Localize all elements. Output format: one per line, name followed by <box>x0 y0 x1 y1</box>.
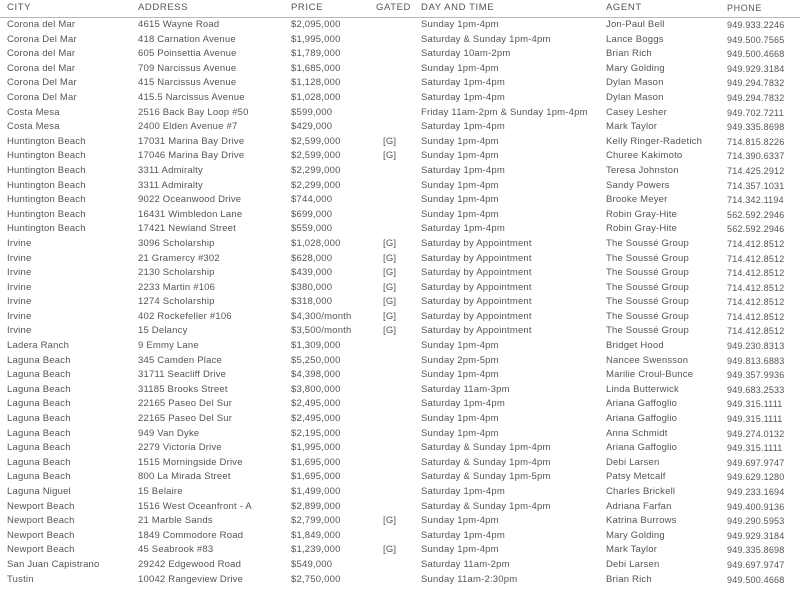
cell-agent: The Soussé Group <box>606 310 689 322</box>
cell-day-time: Sunday 2pm-5pm <box>421 354 499 366</box>
table-row <box>0 222 800 237</box>
cell-day-time: Saturday 1pm-4pm <box>421 398 505 410</box>
cell-price: $429,000 <box>291 121 333 133</box>
table-row <box>0 149 800 164</box>
cell-day-time: Sunday 1pm-4pm <box>421 515 499 527</box>
cell-day-time: Saturday 1pm-4pm <box>421 77 505 89</box>
cell-agent: Robin Gray-Hite <box>606 223 678 235</box>
cell-price: $4,398,000 <box>291 369 341 381</box>
cell-price: $4,300/month <box>291 310 352 322</box>
table-row <box>0 573 800 588</box>
cell-agent: Brooke Meyer <box>606 194 668 206</box>
table-row <box>0 164 800 179</box>
cell-agent: Lance Boggs <box>606 33 664 45</box>
cell-phone: 714.390.6337 <box>727 151 785 162</box>
cell-price: $1,685,000 <box>291 62 341 74</box>
cell-city: Newport Beach <box>7 544 75 556</box>
table-row <box>0 339 800 354</box>
cell-city: Huntington Beach <box>7 150 86 162</box>
cell-address: 1516 West Oceanfront - A <box>138 500 252 512</box>
cell-phone: 949.294.7832 <box>727 92 785 103</box>
cell-phone: 949.702.7211 <box>727 107 784 118</box>
cell-address: 709 Narcissus Avenue <box>138 62 237 74</box>
cell-city: Laguna Beach <box>7 471 71 483</box>
cell-phone: 949.629.1280 <box>727 472 785 483</box>
table-row <box>0 91 800 106</box>
table-row <box>0 529 800 544</box>
cell-city: Laguna Beach <box>7 442 71 454</box>
cell-phone: 714.425.2912 <box>727 165 785 176</box>
cell-day-time: Saturday & Sunday 1pm-5pm <box>421 471 551 483</box>
table-row <box>0 295 800 310</box>
cell-price: $2,599,000 <box>291 150 341 162</box>
cell-price: $439,000 <box>291 267 333 279</box>
cell-city: Tustin <box>7 573 34 585</box>
cell-address: 800 La Mirada Street <box>138 471 231 483</box>
cell-price: $2,195,000 <box>291 427 341 439</box>
header-address: ADDRESS <box>138 2 189 13</box>
cell-price: $2,599,000 <box>291 135 341 147</box>
cell-day-time: Sunday 1pm-4pm <box>421 427 499 439</box>
cell-agent: Patsy Metcalf <box>606 471 666 483</box>
cell-address: 2279 Victoria Drive <box>138 442 222 454</box>
cell-day-time: Saturday 11am-2pm <box>421 558 510 570</box>
cell-phone: 714.412.8512 <box>727 238 785 249</box>
cell-city: Newport Beach <box>7 515 75 527</box>
cell-city: Laguna Beach <box>7 398 71 410</box>
cell-agent: Casey Lesher <box>606 106 668 118</box>
cell-price: $628,000 <box>291 252 333 264</box>
cell-address: 402 Rockefeller #106 <box>138 310 232 322</box>
cell-price: $1,028,000 <box>291 237 341 249</box>
cell-agent: Ariana Gaffoglio <box>606 442 678 454</box>
cell-day-time: Saturday by Appointment <box>421 252 532 264</box>
cell-agent: Ariana Gaffoglio <box>606 398 678 410</box>
cell-phone: 949.500.4668 <box>727 49 785 60</box>
cell-city: San Juan Capistrano <box>7 558 100 570</box>
cell-city: Costa Mesa <box>7 121 60 133</box>
cell-price: $1,695,000 <box>291 471 341 483</box>
cell-phone: 949.500.4668 <box>727 574 785 585</box>
cell-phone: 949.697.9747 <box>727 457 785 468</box>
cell-phone: 949.683.2533 <box>727 384 785 395</box>
cell-day-time: Saturday & Sunday 1pm-4pm <box>421 500 551 512</box>
cell-day-time: Saturday 1pm-4pm <box>421 486 505 497</box>
cell-price: $1,789,000 <box>291 48 341 60</box>
cell-agent: The Soussé Group <box>606 237 689 249</box>
cell-day-time: Sunday 1pm-4pm <box>421 544 499 556</box>
cell-price: $318,000 <box>291 296 333 308</box>
cell-phone: 949.290.5953 <box>727 516 785 527</box>
cell-address: 17421 Newland Street <box>138 223 237 235</box>
cell-city: Corona Del Mar <box>7 91 77 103</box>
cell-city: Irvine <box>7 267 32 279</box>
cell-address: 21 Marble Sands <box>138 515 213 527</box>
cell-address: 31185 Brooks Street <box>138 383 228 395</box>
cell-city: Irvine <box>7 237 32 249</box>
cell-gated: [G] <box>383 310 397 322</box>
cell-agent: Brian Rich <box>606 48 652 60</box>
cell-price: $699,000 <box>291 208 333 220</box>
cell-price: $1,995,000 <box>291 442 341 454</box>
table-row <box>0 47 800 62</box>
cell-gated: [G] <box>383 237 397 249</box>
cell-phone: 949.233.1694 <box>727 487 785 497</box>
cell-day-time: Saturday by Appointment <box>421 296 532 308</box>
cell-phone: 714.412.8512 <box>727 282 785 293</box>
cell-agent: The Soussé Group <box>606 296 689 308</box>
cell-address: 949 Van Dyke <box>138 427 200 439</box>
cell-address: 2400 Elden Avenue #7 <box>138 121 238 133</box>
cell-phone: 714.412.8512 <box>727 326 785 337</box>
cell-city: Costa Mesa <box>7 106 60 118</box>
table-row <box>0 412 800 427</box>
cell-city: Corona Del Mar <box>7 77 77 89</box>
cell-agent: The Soussé Group <box>606 281 689 293</box>
cell-city: Laguna Beach <box>7 369 71 381</box>
header-phone: PHONE <box>727 3 763 13</box>
table-row <box>0 237 800 252</box>
cell-price: $2,299,000 <box>291 164 341 176</box>
cell-price: $559,000 <box>291 223 333 235</box>
cell-city: Huntington Beach <box>7 135 86 147</box>
cell-agent: Debi Larsen <box>606 456 660 468</box>
cell-price: $3,800,000 <box>291 383 341 395</box>
cell-price: $744,000 <box>291 194 333 206</box>
cell-phone: 949.929.3184 <box>727 530 785 541</box>
cell-address: 31711 Seacliff Drive <box>138 369 227 381</box>
cell-phone: 562.592.2946 <box>727 209 785 220</box>
cell-agent: Linda Butterwick <box>606 383 679 395</box>
table-row <box>0 193 800 208</box>
cell-agent: Mary Golding <box>606 62 665 74</box>
cell-price: $1,028,000 <box>291 91 341 103</box>
cell-address: 1515 Morningside Drive <box>138 456 243 468</box>
cell-agent: Katrina Burrows <box>606 515 677 527</box>
cell-phone: 949.315.1111 <box>727 414 783 425</box>
table-row <box>0 106 800 121</box>
cell-address: 17046 Marina Bay Drive <box>138 150 245 162</box>
cell-phone: 562.592.2946 <box>727 224 785 235</box>
cell-phone: 714.412.8512 <box>727 268 785 279</box>
cell-day-time: Sunday 1pm-4pm <box>421 19 499 30</box>
table-row <box>0 558 800 573</box>
cell-agent: Sandy Powers <box>606 179 670 191</box>
table-row <box>0 310 800 325</box>
cell-price: $1,309,000 <box>291 340 341 352</box>
cell-gated: [G] <box>383 135 397 147</box>
cell-city: Huntington Beach <box>7 194 86 206</box>
cell-address: 22165 Paseo Del Sur <box>138 413 233 425</box>
cell-city: Laguna Niguel <box>7 486 71 497</box>
cell-gated: [G] <box>383 544 397 556</box>
cell-phone: 949.400.9136 <box>727 501 785 512</box>
cell-address: 15 Delancy <box>138 325 188 337</box>
table-row <box>0 514 800 529</box>
cell-address: 2130 Scholarship <box>138 267 215 279</box>
cell-address: 15 Belaire <box>138 486 183 497</box>
cell-address: 3096 Scholarship <box>138 237 215 249</box>
cell-price: $2,899,000 <box>291 500 341 512</box>
cell-agent: Mary Golding <box>606 529 665 541</box>
table-row <box>0 470 800 485</box>
cell-phone: 714.815.8226 <box>727 136 785 147</box>
cell-phone: 949.335.8698 <box>727 122 785 133</box>
table-row <box>0 485 800 500</box>
header-day-time: DAY AND TIME <box>421 2 495 13</box>
cell-city: Irvine <box>7 296 32 308</box>
cell-address: 29242 Edgewood Road <box>138 558 242 570</box>
table-row <box>0 179 800 194</box>
cell-day-time: Saturday & Sunday 1pm-4pm <box>421 456 551 468</box>
cell-day-time: Saturday 10am-2pm <box>421 48 511 60</box>
cell-city: Laguna Beach <box>7 354 71 366</box>
cell-day-time: Saturday & Sunday 1pm-4pm <box>421 33 551 45</box>
cell-price: $2,095,000 <box>291 19 341 30</box>
cell-agent: The Soussé Group <box>606 325 689 337</box>
cell-agent: Bridget Hood <box>606 340 664 352</box>
table-row <box>0 266 800 281</box>
cell-phone: 949.274.0132 <box>727 428 785 439</box>
cell-phone: 949.335.8698 <box>727 545 785 556</box>
cell-day-time: Sunday 1pm-4pm <box>421 369 499 381</box>
cell-agent: Churee Kakimoto <box>606 150 683 162</box>
header-city: CITY <box>7 2 32 13</box>
cell-day-time: Sunday 1pm-4pm <box>421 62 499 74</box>
cell-agent: The Soussé Group <box>606 252 689 264</box>
cell-phone: 714.412.8512 <box>727 253 785 264</box>
cell-gated: [G] <box>383 267 397 279</box>
cell-gated: [G] <box>383 325 397 337</box>
cell-day-time: Sunday 11am-2:30pm <box>421 573 518 585</box>
header-gated: GATED <box>376 2 412 13</box>
cell-day-time: Sunday 1pm-4pm <box>421 413 499 425</box>
cell-address: 17031 Marina Bay Drive <box>138 135 245 147</box>
cell-day-time: Saturday by Appointment <box>421 310 532 322</box>
table-row <box>0 62 800 77</box>
cell-city: Irvine <box>7 281 32 293</box>
cell-price: $2,495,000 <box>291 413 341 425</box>
cell-phone: 949.813.6883 <box>727 355 785 366</box>
cell-address: 415 Narcissus Avenue <box>138 77 237 89</box>
cell-day-time: Saturday 1pm-4pm <box>421 91 505 103</box>
cell-day-time: Sunday 1pm-4pm <box>421 135 499 147</box>
cell-city: Huntington Beach <box>7 223 86 235</box>
cell-price: $2,799,000 <box>291 515 341 527</box>
cell-address: 45 Seabrook #83 <box>138 544 214 556</box>
cell-city: Corona del Mar <box>7 48 76 60</box>
cell-city: Laguna Beach <box>7 413 71 425</box>
cell-city: Ladera Ranch <box>7 340 70 352</box>
cell-address: 605 Poinsettia Avenue <box>138 48 237 60</box>
cell-day-time: Friday 11am-2pm & Sunday 1pm-4pm <box>421 106 588 118</box>
cell-price: $1,239,000 <box>291 544 341 556</box>
table-row <box>0 324 800 339</box>
cell-day-time: Saturday 1pm-4pm <box>421 223 505 235</box>
table-row <box>0 543 800 558</box>
cell-agent: Dylan Mason <box>606 77 664 89</box>
cell-address: 2233 Martin #106 <box>138 281 216 293</box>
cell-price: $1,695,000 <box>291 456 341 468</box>
cell-day-time: Saturday by Appointment <box>421 281 532 293</box>
table-row <box>0 120 800 135</box>
cell-city: Laguna Beach <box>7 383 71 395</box>
table-row <box>0 397 800 412</box>
cell-agent: Debi Larsen <box>606 558 660 570</box>
cell-city: Irvine <box>7 325 32 337</box>
cell-price: $549,000 <box>291 558 333 570</box>
cell-day-time: Sunday 1pm-4pm <box>421 179 499 191</box>
cell-city: Laguna Beach <box>7 456 71 468</box>
table-row <box>0 441 800 456</box>
cell-agent: Brian Rich <box>606 573 652 585</box>
cell-agent: Dylan Mason <box>606 91 664 103</box>
table-row <box>0 500 800 515</box>
cell-address: 9022 Oceanwood Drive <box>138 194 242 206</box>
cell-agent: Mark Taylor <box>606 121 658 133</box>
cell-address: 415.5 Narcissus Avenue <box>138 91 245 103</box>
cell-price: $3,500/month <box>291 325 352 337</box>
table-row <box>0 252 800 267</box>
cell-agent: Nancee Swensson <box>606 354 689 366</box>
table-row <box>0 354 800 369</box>
cell-phone: 714.342.1194 <box>727 195 784 206</box>
table-row <box>0 33 800 48</box>
table-header <box>0 0 800 18</box>
cell-address: 10042 Rangeview Drive <box>138 573 244 585</box>
cell-day-time: Saturday by Appointment <box>421 325 532 337</box>
cell-agent: Adriana Farfan <box>606 500 672 512</box>
cell-day-time: Sunday 1pm-4pm <box>421 208 499 220</box>
cell-price: $1,995,000 <box>291 33 341 45</box>
cell-price: $2,299,000 <box>291 179 341 191</box>
cell-city: Laguna Beach <box>7 427 71 439</box>
cell-address: 3311 Admiralty <box>138 164 203 176</box>
cell-city: Huntington Beach <box>7 208 86 220</box>
cell-gated: [G] <box>383 252 397 264</box>
cell-day-time: Sunday 1pm-4pm <box>421 194 499 206</box>
table-row <box>0 281 800 296</box>
cell-city: Corona del Mar <box>7 19 76 30</box>
table-row <box>0 135 800 150</box>
cell-city: Newport Beach <box>7 500 75 512</box>
cell-address: 22165 Paseo Del Sur <box>138 398 233 410</box>
cell-city: Newport Beach <box>7 529 75 541</box>
cell-gated: [G] <box>383 296 397 308</box>
cell-day-time: Sunday 1pm-4pm <box>421 340 499 352</box>
cell-phone: 949.697.9747 <box>727 559 785 570</box>
cell-day-time: Saturday by Appointment <box>421 267 532 279</box>
cell-price: $2,495,000 <box>291 398 341 410</box>
cell-agent: Jon-Paul Bell <box>606 19 665 30</box>
cell-agent: Charles Brickell <box>606 486 676 497</box>
cell-price: $380,000 <box>291 281 333 293</box>
cell-price: $2,750,000 <box>291 573 341 585</box>
cell-agent: Mark Taylor <box>606 544 658 556</box>
cell-address: 3311 Admiralty <box>138 179 203 191</box>
cell-gated: [G] <box>383 281 397 293</box>
cell-agent: Ariana Gaffoglio <box>606 413 678 425</box>
table-row <box>0 18 800 33</box>
cell-gated: [G] <box>383 150 397 162</box>
cell-phone: 949.230.8313 <box>727 341 785 352</box>
cell-address: 418 Carnation Avenue <box>138 33 236 45</box>
cell-city: Huntington Beach <box>7 164 86 176</box>
cell-phone: 714.412.8512 <box>727 297 785 308</box>
table-row <box>0 208 800 223</box>
cell-day-time: Saturday 1pm-4pm <box>421 529 505 541</box>
cell-day-time: Saturday & Sunday 1pm-4pm <box>421 442 551 454</box>
cell-price: $1,128,000 <box>291 77 341 89</box>
cell-city: Huntington Beach <box>7 179 86 191</box>
cell-address: 2516 Back Bay Loop #50 <box>138 106 249 118</box>
cell-phone: 949.315.1111 <box>727 443 783 454</box>
table-row <box>0 368 800 383</box>
cell-agent: Robin Gray-Hite <box>606 208 678 220</box>
table-row <box>0 427 800 442</box>
cell-price: $599,000 <box>291 106 333 118</box>
table-row <box>0 456 800 471</box>
cell-day-time: Saturday 1pm-4pm <box>421 121 505 133</box>
cell-phone: 949.933.2246 <box>727 20 785 30</box>
cell-day-time: Saturday by Appointment <box>421 237 532 249</box>
cell-address: 9 Emmy Lane <box>138 340 199 352</box>
cell-day-time: Sunday 1pm-4pm <box>421 150 499 162</box>
table-body <box>0 18 800 587</box>
cell-address: 16431 Wimbledon Lane <box>138 208 243 220</box>
cell-city: Corona Del Mar <box>7 33 77 45</box>
cell-agent: Kelly Ringer-Radetich <box>606 135 703 147</box>
cell-city: Irvine <box>7 310 32 322</box>
cell-city: Irvine <box>7 252 32 264</box>
table-row <box>0 76 800 91</box>
cell-phone: 714.412.8512 <box>727 311 785 322</box>
cell-day-time: Saturday 1pm-4pm <box>421 164 505 176</box>
cell-phone: 949.315.1111 <box>727 399 783 410</box>
cell-address: 1274 Scholarship <box>138 296 215 308</box>
cell-phone: 949.294.7832 <box>727 78 785 89</box>
cell-agent: Teresa Johnston <box>606 164 679 176</box>
cell-day-time: Saturday 11am-3pm <box>421 383 510 395</box>
header-price: PRICE <box>291 2 324 13</box>
header-agent: AGENT <box>606 2 642 13</box>
cell-phone: 714.357.1031 <box>727 180 785 191</box>
cell-price: $5,250,000 <box>291 354 341 366</box>
cell-phone: 949.357.9936 <box>727 370 785 381</box>
cell-gated: [G] <box>383 515 397 527</box>
cell-address: 1849 Commodore Road <box>138 529 244 541</box>
cell-address: 4615 Wayne Road <box>138 19 220 30</box>
cell-address: 21 Gramercy #302 <box>138 252 220 264</box>
cell-price: $1,499,000 <box>291 486 341 497</box>
cell-phone: 949.929.3184 <box>727 63 785 74</box>
cell-city: Corona del Mar <box>7 62 76 74</box>
cell-price: $1,849,000 <box>291 529 341 541</box>
cell-agent: The Soussé Group <box>606 267 689 279</box>
cell-phone: 949.500.7565 <box>727 34 785 45</box>
cell-agent: Marilie Croul-Bunce <box>606 369 694 381</box>
table-row <box>0 383 800 398</box>
cell-address: 345 Camden Place <box>138 354 223 366</box>
cell-agent: Anna Schmidt <box>606 427 668 439</box>
